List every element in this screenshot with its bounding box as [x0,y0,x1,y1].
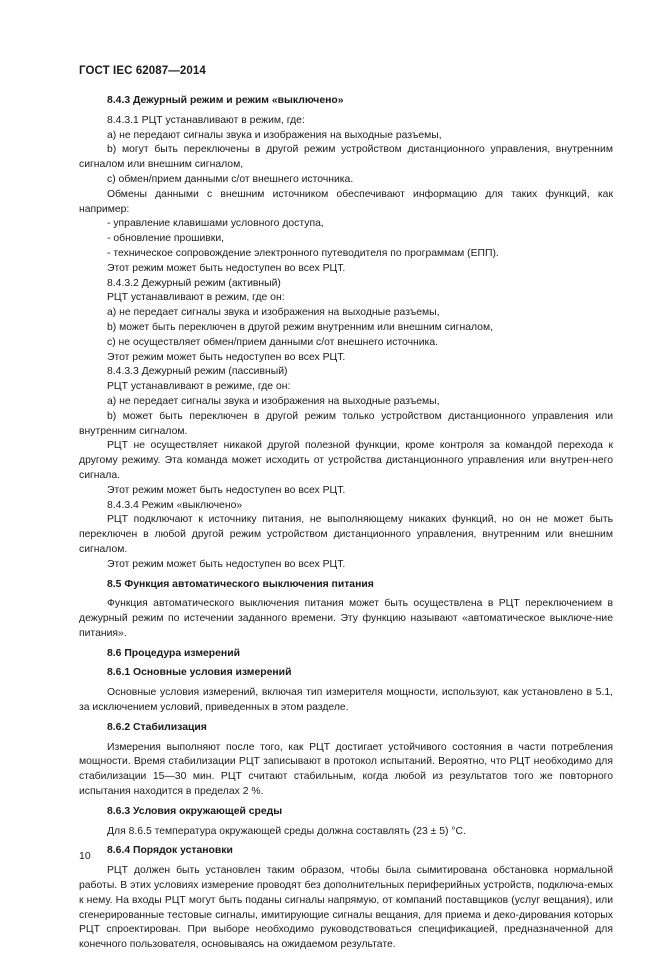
paragraph: Измерения выполняют после того, как РЦТ достигает устойчивого состояния в части потребления мощности. Время стабилизации РЦТ записывают в протокол испытаний. Вероятно, что РЦТ необходимо для стабилизации 15—30 мин. РЦТ считают стабильным, когда любой из результатов того же повторного испытания находится в пределах 2 %. [79,741,613,798]
list-item: a) не передает сигналы звука и изображения на выходные разъемы, [107,395,440,407]
list-item: b) может быть переключен в другой режим внутренним или внешним сигналом, [107,321,493,333]
paragraph: Этот режим может быть недоступен во всех РЦТ. [107,484,346,496]
list-item: a) не передает сигналы звука и изображения на выходные разъемы, [107,307,440,319]
subsection-title: 8.4.3.3 Дежурный режим (пассивный) [107,366,288,378]
paragraph: Этот режим может быть недоступен во всех РЦТ. [107,351,346,363]
section-heading: 8.4.3 Дежурный режим и режим «выключено» [107,95,344,106]
section-heading: 8.6 Процедура измерений [107,647,240,659]
document-body [79,94,613,953]
paragraph: Основные условия измерений, включая тип измерителя мощности, используют, как установлено в 5.1, за исключением условий, приведенных в этом разделе. [79,687,613,714]
paragraph: Этот режим может быть недоступен во всех РЦТ. [107,558,346,570]
paragraph: Для 8.6.5 температура окружающей среды должна составлять (23 ± 5) °С. [107,825,466,837]
list-item: - обновление прошивки, [107,233,225,245]
section-heading: 8.6.2 Стабилизация [107,721,207,733]
paragraph: РЦТ устанавливают в режиме, где он: [107,381,291,393]
paragraph: РЦТ подключают к источнику питания, не выполняющему никаких функций, но он не может быть переключен в любой другой режим устройством дистанционного управления, внутренним или внешним сигналом. [79,514,613,555]
page-number: 10 [79,850,91,862]
paragraph: Обмены данными с внешним источником обеспечивают информацию для таких функций, как например: [79,188,613,215]
section-heading: 8.5 Функция автоматического выключения питания [107,578,374,590]
paragraph: РЦТ должен быть установлен таким образом, чтобы была сымитирована обстановка нормальной работы. В этих условиях измерение проводят без дополнительных периферийных устройств, подключа-емых к нему. На входы РЦТ могут быть поданы сигналы напрямую, от компаний поставщиков (услуг вещания), или сгенерированные тестовые сигналы, имитирующие сигналы вещания, для приема и деко-дирования которых РЦТ спроектирован. При выборе необходимо руководствоваться спецификацией, предназначенной для конечного пользователя, основываясь на ожидаемом результате. [79,865,613,951]
paragraph: РЦТ не осуществляет никакой другой полезной функции, кроме контроля за командой перехода к другому режиму. Эта команда может исходить от устройства дистанционного управления или внутрен-него сигнала. [79,440,613,481]
paragraph: Этот режим может быть недоступен во всех РЦТ. [107,262,346,274]
document-header: ГОСТ IEC 62087—2014 [79,65,206,77]
list-item: a) не передают сигналы звука и изображения на выходные разъемы, [107,129,442,141]
list-item: b) могут быть переключены в другой режим устройством дистанционного управления, внутренним сигналом или внешним сигналом, [79,144,613,171]
list-item: b) может быть переключен в другой режим только устройством дистанционного управления или внутренним сигналом. [79,410,613,437]
list-item: c) не осуществляет обмен/прием данными с/от внешнего источника. [107,336,439,348]
section-heading: 8.6.4 Порядок установки [107,845,233,857]
subsection-title: 8.4.3.2 Дежурный режим (активный) [107,277,281,289]
paragraph: РЦТ устанавливают в режим, где он: [107,292,285,304]
list-item: c) обмен/прием данными с/от внешнего источника. [107,173,354,185]
subsection-title: 8.4.3.4 Режим «выключено» [107,499,243,511]
list-item: - управление клавишами условного доступа, [107,218,324,230]
section-heading: 8.6.3 Условия окружающей среды [107,805,283,817]
paragraph: 8.4.3.1 РЦТ устанавливают в режим, где: [107,114,305,126]
section-heading: 8.6.1 Основные условия измерений [107,667,292,679]
paragraph: Функция автоматического выключения питания может быть осуществлена в РЦТ переключением в дежурный режим по истечении заданного времени. Эту функцию называют «автоматическое выключе-ние питания». [79,598,613,639]
list-item: - техническое сопровождение электронного путеводителя по программам (ЕПП). [107,247,499,259]
